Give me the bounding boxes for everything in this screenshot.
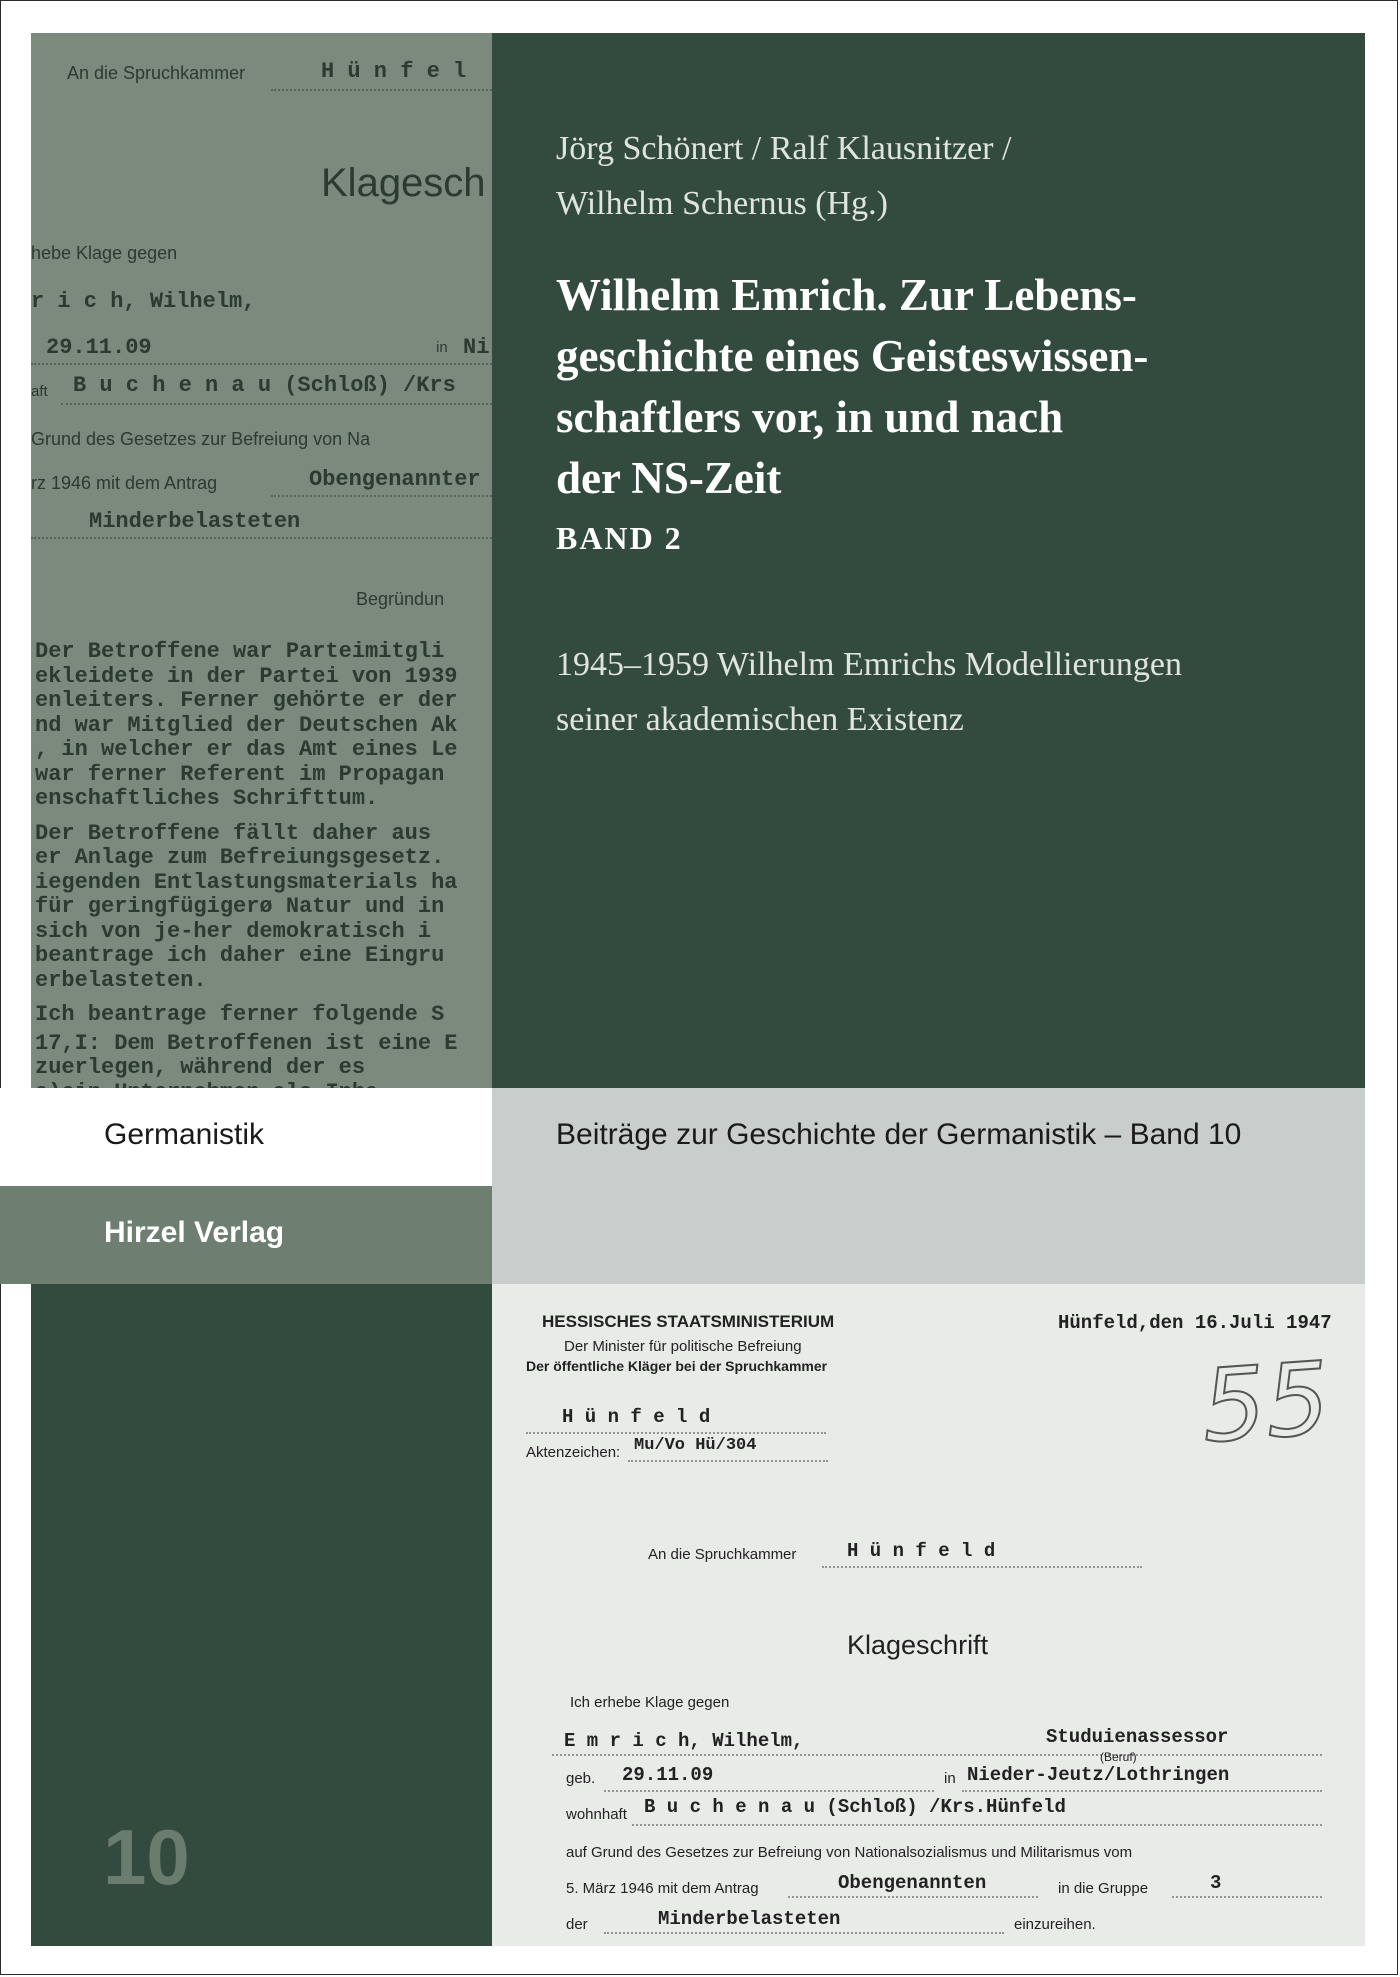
dotted-line (1172, 1896, 1322, 1898)
doc-place: H ü n f e l (321, 59, 467, 84)
series-label: Beiträge zur Geschichte der Germanistik – Band 10 (556, 1118, 1242, 1151)
dotted-line (61, 403, 492, 405)
dotted-line (822, 1566, 1142, 1568)
doc-geb-label: geb. (566, 1770, 596, 1787)
doc-minister: Der Minister für politische Befreiung (564, 1338, 802, 1355)
title-line: Wilhelm Emrich. Zur Lebens- (556, 270, 1137, 320)
dotted-line (31, 537, 492, 539)
doc-obeng: Obengenannten (838, 1872, 987, 1894)
doc-place: H ü n f e l d (562, 1406, 711, 1428)
editors-line: Wilhelm Schernus (Hg.) (556, 185, 888, 222)
doc-body-line: Der Betroffene war Parteimitgli (35, 639, 445, 664)
subtitle-line: 1945–1959 Wilhelm Emrichs Modellierungen (556, 646, 1182, 683)
dotted-line (271, 89, 492, 91)
doc-body-line: er Anlage zum Befreiungsgesetz. (35, 845, 445, 870)
doc-gruppe-value: 3 (1210, 1872, 1222, 1894)
doc-line: Obengenannter (309, 467, 481, 492)
doc-body-line: für geringfügigerø Natur und in (35, 894, 445, 919)
book-title (556, 265, 1346, 509)
doc-maerz: 5. März 1946 mit dem Antrag (566, 1880, 759, 1897)
doc-line: Ich erhebe Klage gegen (570, 1694, 730, 1711)
subject-label: Germanistik (104, 1118, 265, 1151)
dotted-line (526, 1432, 826, 1434)
doc-body-line: Der Betroffene fällt daher aus (35, 820, 432, 846)
doc-address: B u c h e n a u (Schloß) /Krs.Hünfeld (644, 1796, 1066, 1818)
dotted-line (962, 1790, 1322, 1792)
doc-body-line: Ich beantrage ferner folgende S (35, 1002, 445, 1027)
publisher-band (0, 1186, 492, 1284)
doc-body-line: erbelasteten. (35, 967, 207, 993)
doc-heading: Klagesch (321, 161, 486, 205)
doc-line: B u c h e n a u (Schloß) /Krs (73, 373, 456, 398)
doc-line: Ni (463, 335, 490, 360)
doc-date: Hünfeld,den 16.Juli 1947 (1058, 1312, 1332, 1334)
dotted-line (604, 1790, 934, 1792)
doc-body-line: enleiters. Ferner gehörte er der (35, 688, 458, 713)
subject-band (0, 1088, 492, 1186)
doc-grund: auf Grund des Gesetzes zur Befreiung von Nationalsozialismus und Militarismus vom (566, 1844, 1133, 1861)
doc-klaeger: Der öffentliche Kläger bei der Spruchkammer (526, 1358, 828, 1374)
doc-minder: Minderbelasteten (658, 1908, 841, 1930)
doc-birthplace: Nieder-Jeutz/Lothringen (967, 1764, 1230, 1786)
dotted-line (632, 1824, 1322, 1826)
doc-addressee-place: H ü n f e l d (847, 1540, 996, 1562)
dotted-line (552, 1754, 1322, 1756)
book-subtitle (556, 637, 1346, 747)
doc-az-label: Aktenzeichen: (526, 1444, 621, 1461)
doc-einzureihen: einzureihen. (1014, 1916, 1096, 1933)
doc-line: in (436, 339, 448, 356)
doc-line: aft (31, 383, 48, 400)
doc-body-line: nd war Mitglied der Deutschen Ak (35, 712, 458, 738)
editors (556, 121, 1336, 231)
doc-line: Grund des Gesetzes zur Befreiung von Na (31, 429, 371, 449)
dotted-line (271, 495, 492, 497)
doc-body-line: , in welcher er das Amt eines Le (35, 737, 458, 762)
doc-line: Minderbelasteten (89, 509, 301, 534)
doc-line: 29.11.09 (46, 335, 152, 360)
archival-document-photo-bottom (492, 1284, 1365, 1946)
dotted-line (31, 363, 492, 365)
title-line: der NS-Zeit (556, 453, 782, 503)
doc-beruf: (Beruf) (1100, 1750, 1137, 1764)
doc-body-line: 17,I: Dem Betroffenen ist eine E (35, 1030, 458, 1056)
archival-document-photo-top (31, 33, 492, 1088)
doc-wohnhaft-label: wohnhaft (566, 1806, 627, 1823)
dotted-line (628, 1460, 828, 1462)
volume-panel (31, 1284, 492, 1946)
dotted-line (788, 1896, 1038, 1898)
series-band (492, 1088, 1365, 1284)
doc-body-line: beantrage ich daher eine Eingru (35, 943, 445, 968)
doc-az-value: Mu/Vo Hü/304 (634, 1436, 757, 1455)
volume-number: 10 (103, 1813, 190, 1901)
dotted-line (604, 1932, 1004, 1934)
doc-line: r i c h, Wilhelm, (31, 289, 256, 314)
title-line: geschichte eines Geisteswissen- (556, 331, 1149, 381)
title-panel (492, 33, 1365, 1088)
doc-body-line: ekleidete in der Partei von 1939 (35, 663, 458, 689)
doc-heading: Klageschrift (847, 1630, 989, 1660)
publisher-label: Hirzel Verlag (104, 1216, 285, 1249)
doc-in-label: in (944, 1770, 956, 1787)
doc-addressee: An die Spruchkammer (67, 63, 246, 83)
doc-body-line: iegenden Entlastungsmaterials ha (35, 869, 458, 895)
doc-addressee: An die Spruchkammer (648, 1546, 797, 1563)
doc-body-line: war ferner Referent im Propagan (35, 761, 445, 787)
doc-body-line: sich von je-her demokratisch i (35, 918, 432, 944)
doc-ministry: HESSISCHES STAATSMINISTERIUM (542, 1312, 835, 1331)
doc-profession: Studuienassessor (1046, 1726, 1229, 1748)
doc-name: E m r i c h, Wilhelm, (564, 1730, 804, 1752)
doc-body-line: zuerlegen, während der es (35, 1055, 366, 1080)
doc-der-label: der (566, 1916, 588, 1933)
doc-line: hebe Klage gegen (31, 243, 178, 263)
doc-gruppe-label: in die Gruppe (1058, 1880, 1149, 1897)
doc-body-line: enschaftliches Schrifttum. (35, 786, 379, 811)
volume-label: BAND 2 (556, 520, 683, 556)
doc-line: Begründun (356, 589, 445, 609)
subtitle-line: seiner akademischen Existenz (556, 701, 964, 738)
editors-line: Jörg Schönert / Ralf Klausnitzer / (556, 130, 1012, 167)
title-line: schaftlers vor, in und nach (556, 392, 1064, 442)
handwritten-number: 55 (1198, 1339, 1334, 1466)
doc-geb-value: 29.11.09 (622, 1764, 714, 1786)
doc-line: rz 1946 mit dem Antrag (31, 473, 218, 493)
